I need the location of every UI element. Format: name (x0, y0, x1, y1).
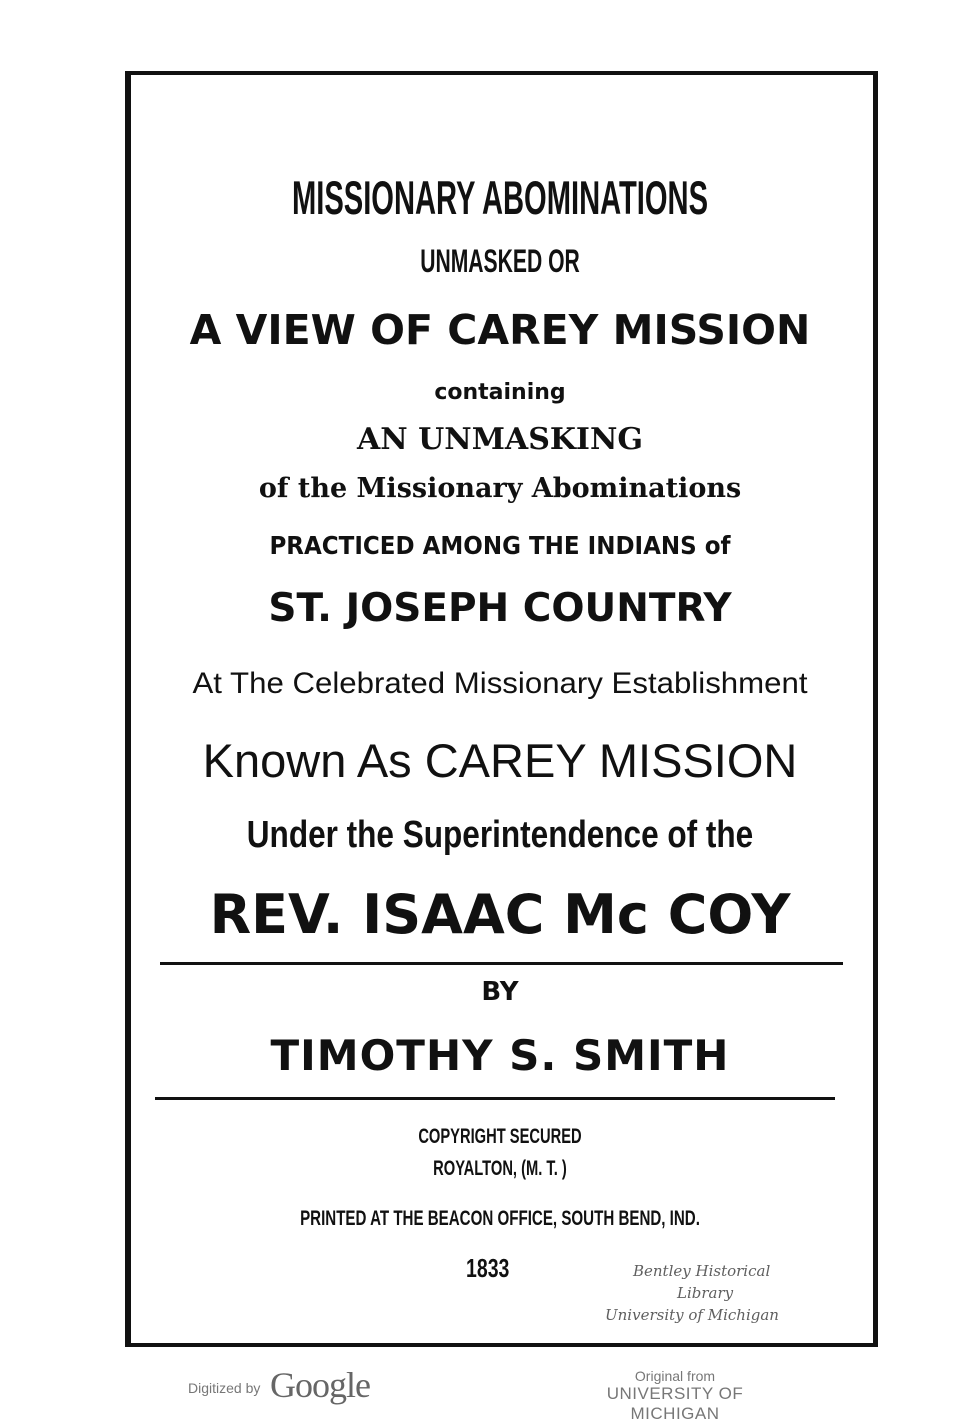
original-from-text: Original from (634, 1368, 716, 1384)
border-left (125, 71, 131, 1347)
author-name: TIMOTHY S. SMITH (270, 1031, 730, 1080)
title-line-4: containing (434, 380, 566, 405)
digitized-by-text: Digitized by (188, 1380, 261, 1396)
divider-rule-bottom (155, 1097, 835, 1100)
border-top (130, 71, 878, 75)
border-right (873, 71, 878, 1347)
university-text: UNIVERSITY OF MICHIGAN (606, 1384, 744, 1423)
title-line-1: MISSIONARY ABOMINATIONS (291, 171, 709, 224)
by-line: BY (481, 977, 519, 1007)
divider-rule-top (160, 962, 843, 965)
title-line-11: Under the Superintendence of the (246, 814, 754, 856)
stamp-line-1: Bentley Historical (633, 1262, 771, 1280)
title-line-5: AN UNMASKING (356, 422, 644, 457)
title-line-2: UNMASKED OR (420, 243, 580, 279)
stamp-line-2: Library (677, 1284, 734, 1302)
title-line-12: REV. ISAAC Mc COY (209, 883, 791, 946)
library-stamp (605, 1262, 810, 1328)
title-line-10: Known As CAREY MISSION (202, 734, 798, 787)
title-line-7: PRACTICED AMONG THE INDIANS of (269, 531, 731, 560)
title-line-8: ST. JOSEPH COUNTRY (268, 586, 732, 631)
border-bottom (125, 1343, 878, 1347)
title-line-6: of the Missionary Abominations (258, 473, 742, 504)
original-from-block (560, 1368, 790, 1424)
google-logo: Google (270, 1365, 370, 1405)
title-line-9: At The Celebrated Missionary Establishment (192, 667, 808, 700)
copyright-line: COPYRIGHT SECURED (418, 1125, 582, 1148)
printer-line: PRINTED AT THE BEACON OFFICE, SOUTH BEND, IND. (300, 1207, 700, 1230)
place-line: ROYALTON, (M. T. ) (433, 1157, 567, 1180)
stamp-line-3: University of Michigan (605, 1306, 779, 1324)
year: 1833 (466, 1253, 510, 1283)
title-line-3: A VIEW OF CAREY MISSION (189, 306, 811, 354)
